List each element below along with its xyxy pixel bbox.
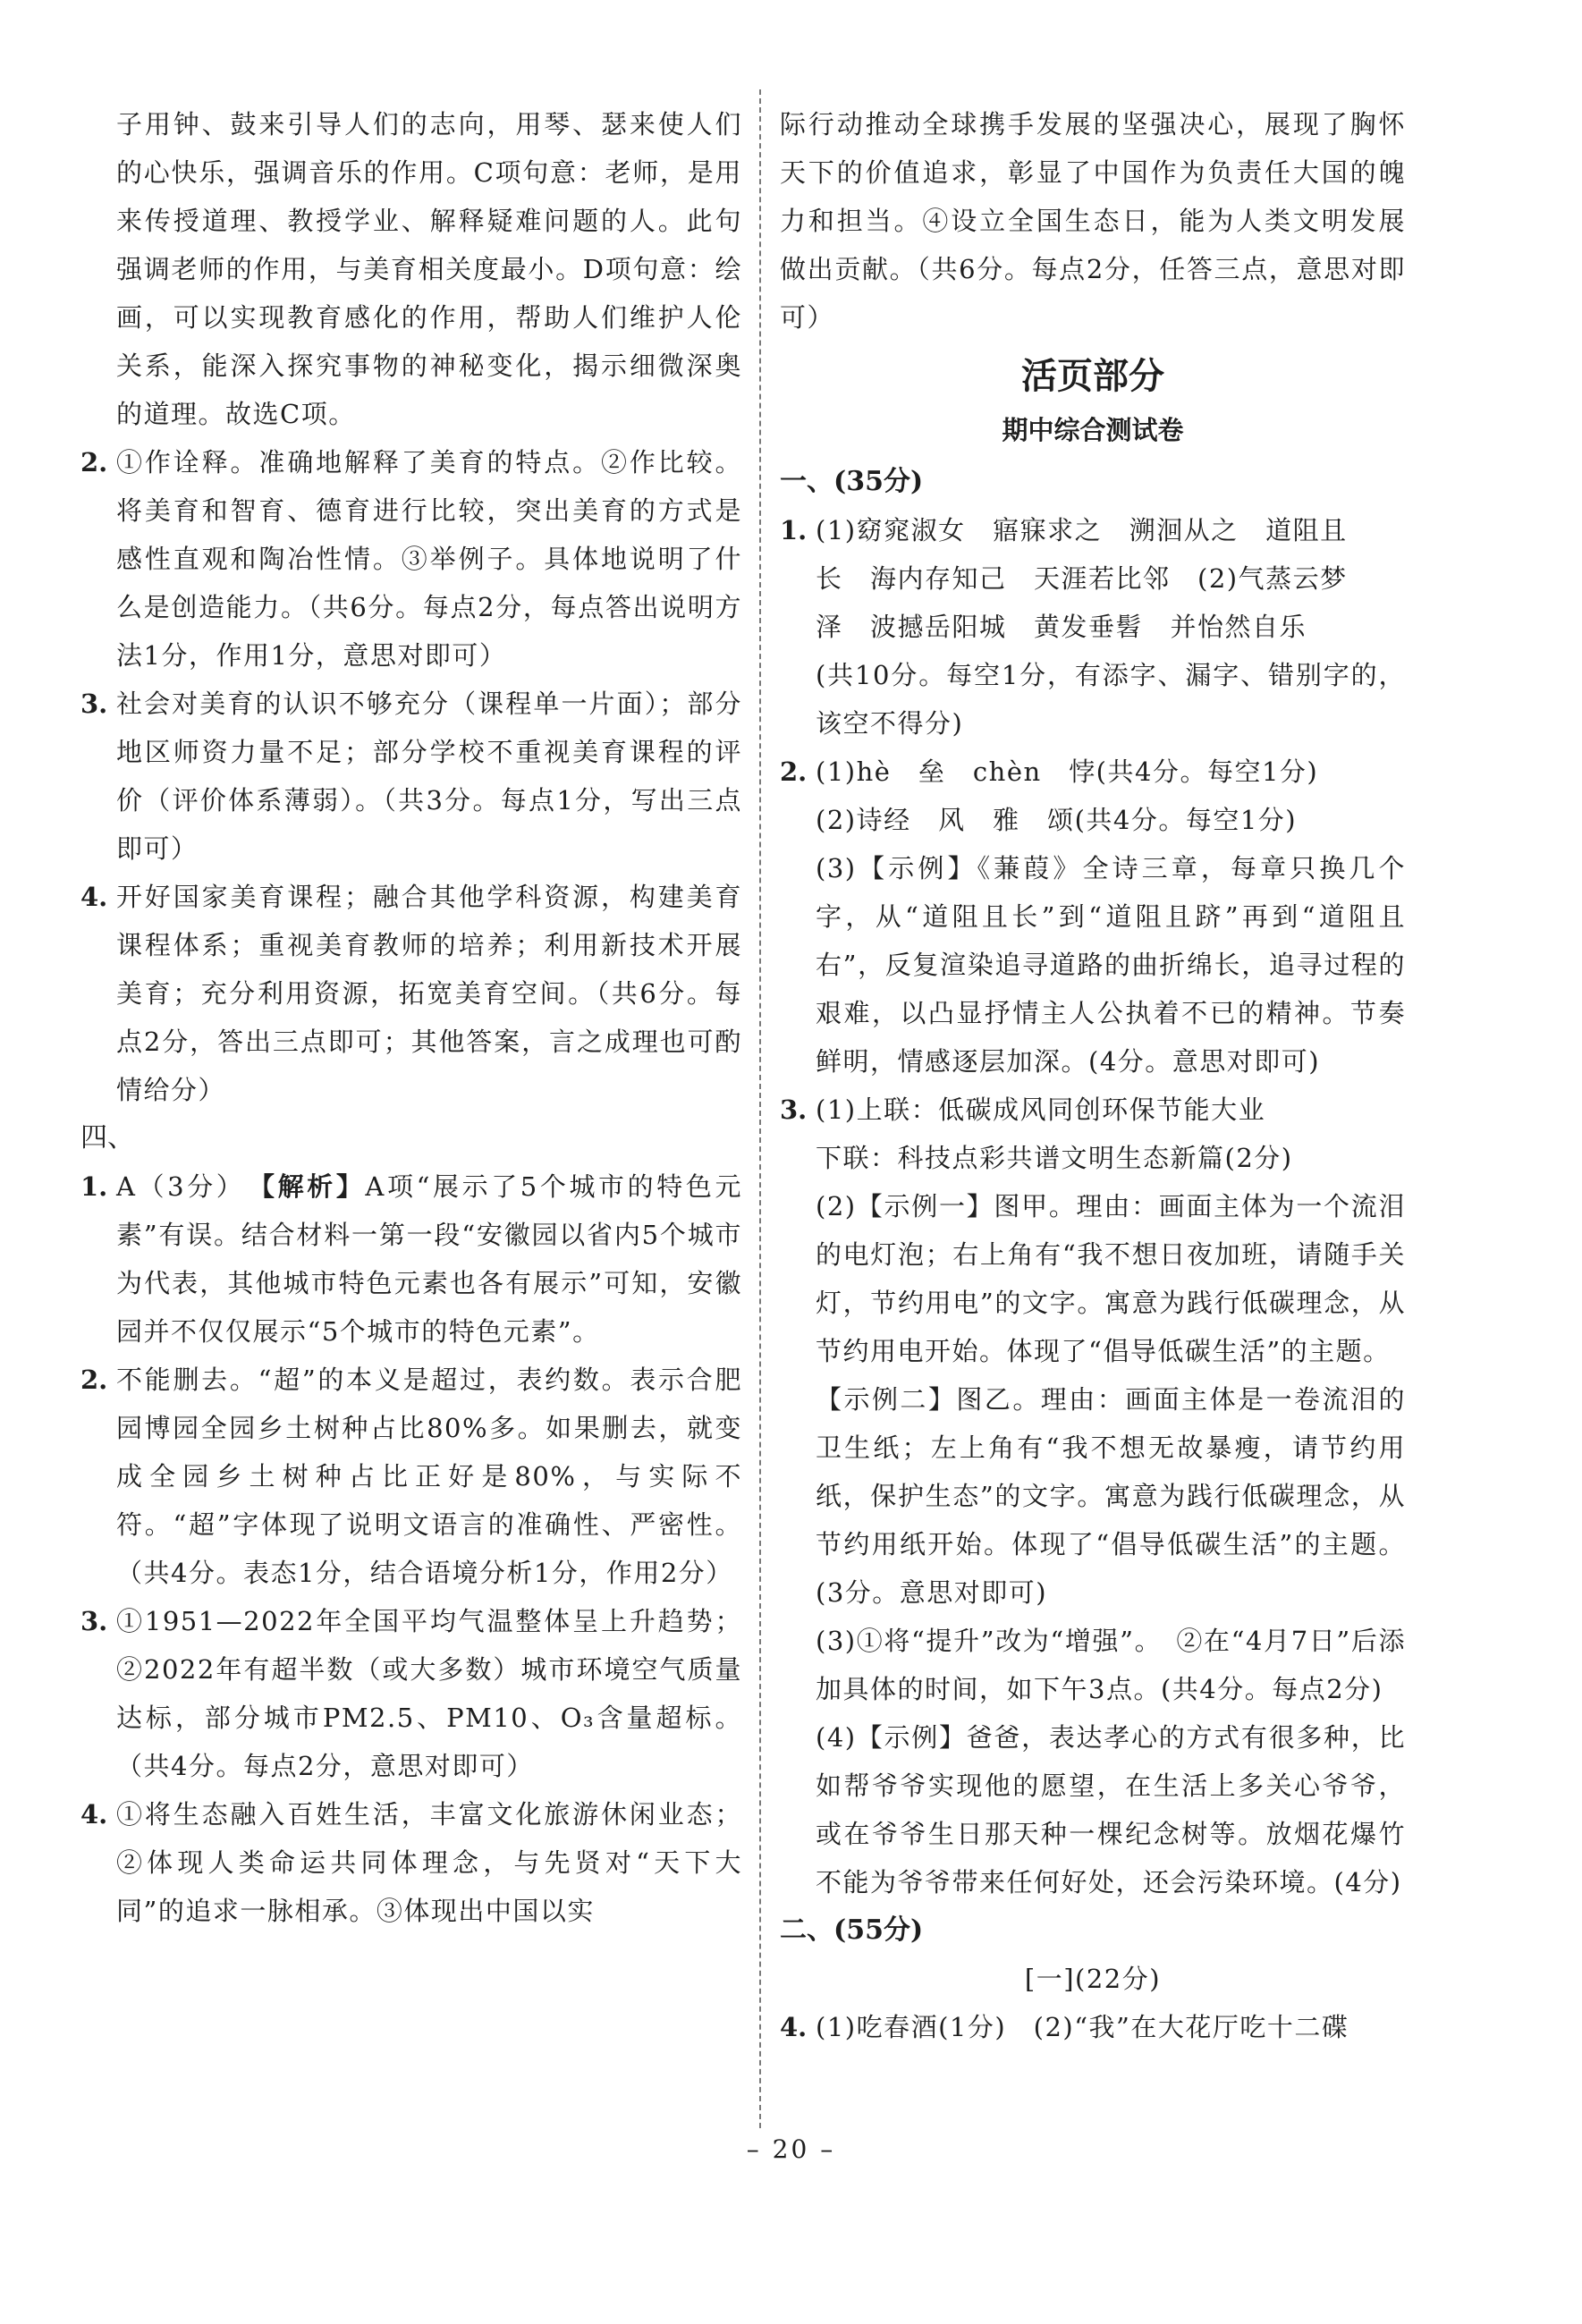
answer-line: (1)hè 垒 chèn 悖(共4分。每空1分) — [816, 756, 1319, 787]
continued-paragraph: 际行动推动全球携手发展的坚强决心，展现了胸怀天下的价值追求，彰显了中国作为负责任大国的魄力和担当。④设立全国生态日，能为人类文明发展做出贡献。（共6分。每点2分，任答三点，意思对即可） — [780, 109, 1406, 333]
section4-item-2 — [80, 1356, 742, 1597]
item-number: 3. — [80, 1606, 108, 1636]
item-number: 1. — [780, 515, 808, 545]
test-item-1 — [780, 506, 1406, 748]
answer-text: ①作诠释。准确地解释了美育的特点。②作比较。将美育和智育、德育进行比较，突出美育的方式是感性直观和陶冶性情。③举例子。具体地说明了什么是创造能力。（共6分。每点2分，每点答出说明方法1分，作用1分，意思对即可） — [116, 447, 742, 671]
test-item-4 — [780, 2003, 1406, 2051]
answer-line: (1)上联：低碳成风同创环保节能大业 — [816, 1094, 1266, 1125]
answer-line: 泽 波撼岳阳城 黄发垂髫 并怡然自乐 — [816, 612, 1307, 642]
test-item-2 — [780, 748, 1406, 1086]
test-item-3 — [780, 1086, 1406, 1906]
section-heading-1: 一、(35分) — [780, 466, 924, 497]
answer-text: 开好国家美育课程；融合其他学科资源，构建美育课程体系；重视美育教师的培养；利用新技术开展美育；充分利用资源，拓宽美育空间。（共6分。每点2分，答出三点即可；其他答案，言之成理也可酌情给分） — [116, 882, 742, 1105]
item-number: 2. — [80, 1365, 108, 1395]
answer-line: (2)【示例一】图甲。理由：画面主体为一个流泪的电灯泡；右上角有“我不想日夜加班，请随手关灯，节约用电”的文字。寓意为践行低碳理念，从节约用电开始。体现了“倡导低碳生活”的主题。 — [816, 1191, 1406, 1366]
item-number: 4. — [780, 2012, 808, 2042]
answer-item-2 — [80, 438, 742, 680]
section-title: 活页部分 — [1021, 356, 1164, 397]
intro-paragraph: 子用钟、鼓来引导人们的志向，用琴、瑟来使人们的心快乐，强调音乐的作用。C项句意：老师，是用来传授道理、教授学业、解释疑难问题的人。此句强调老师的作用，与美育相关度最小。D项句意：绘画，可以实现教育感化的作用，帮助人们维护人伦关系，能深入探究事物的神秘变化，揭示细微深奥的道理。故选C项。 — [116, 109, 742, 429]
test-title: 期中综合测试卷 — [1002, 415, 1184, 445]
answer-block — [816, 1086, 1406, 1906]
right-column — [780, 100, 1406, 2051]
answer-text: (1)吃春酒(1分) (2)“我”在大花厅吃十二碟 — [816, 2012, 1349, 2042]
answer-text: 不能删去。“超”的本义是超过，表约数。表示合肥园博园全园乡土树种占比80%多。如果删去，就变成全园乡土树种占比正好是80%，与实际不符。“超”字体现了说明文语言的准确性、严密性。（共4分。表态1分，结合语境分析1分，作用2分） — [116, 1365, 742, 1588]
section4-item-4 — [80, 1790, 742, 1935]
item-number: 4. — [80, 1799, 108, 1830]
item-number: 3. — [780, 1094, 808, 1125]
answer-text: ①1951—2022年全国平均气温整体呈上升趋势；②2022年有超半数（或大多数）城市环境空气质量达标，部分城市PM2.5、PM10、O₃含量超标。（共4分。每点2分，意思对即可） — [116, 1606, 742, 1781]
answer-item-3 — [80, 680, 742, 873]
answer-item-4 — [80, 873, 742, 1114]
answer-block — [816, 748, 1406, 1086]
section-heading-2: 二、(55分) — [780, 1914, 924, 1946]
answer-line: (3)【示例】《蒹葭》全诗三章，每章只换几个字，从“道阻且长”到“道阻且跻”再到“道阻且右”，反复渲染追寻道路的曲折绵长，追寻过程的艰难，以凸显抒情主人公执着不已的精神。节奏鲜明，情感逐层加深。(4分。意思对即可) — [816, 853, 1406, 1077]
section-heading-4: 四、 — [80, 1122, 134, 1154]
part-heading: [一](22分) — [1024, 1964, 1162, 1994]
item-number: 3. — [80, 689, 108, 719]
answer-text: ①将生态融入百姓生活，丰富文化旅游休闲业态；②体现人类命运共同体理念，与先贤对“天下大同”的追求一脉相承。③体现出中国以实 — [116, 1799, 742, 1926]
section4-item-3 — [80, 1597, 742, 1790]
analysis-text: A项“展示了5个城市的特色元素”有误。结合材料一第一段“安徽园以省内5个城市为代表，其他城市特色元素也各有展示”可知，安徽园并不仅仅展示“5个城市的特色元素”。 — [116, 1171, 742, 1347]
answer-line: (3)①将“提升”改为“增强”。 ②在“4月7日”后添加具体的时间，如下午3点。(共4分。每点2分) — [816, 1626, 1406, 1704]
answer-line: 长 海内存知己 天涯若比邻 (2)气蒸云梦 — [816, 563, 1348, 594]
answer-choice: A（3分） — [116, 1171, 233, 1202]
answer-line: (2)诗经 风 雅 颂(共4分。每空1分) — [816, 805, 1298, 835]
answer-text: 社会对美育的认识不够充分（课程单一片面）；部分地区师资力量不足；部分学校不重视美育课程的评价（评价体系薄弱）。（共3分。每点1分，写出三点即可） — [116, 689, 742, 864]
answer-text — [116, 1162, 742, 1356]
item-number: 2. — [780, 756, 808, 787]
answer-block — [816, 506, 1406, 748]
analysis-tag: 【解析】 — [261, 1171, 366, 1202]
page-number: – 20 – — [746, 2134, 836, 2164]
item-number: 1. — [80, 1171, 108, 1202]
answer-line: 下联：科技点彩共谱文明生态新篇(2分) — [816, 1143, 1293, 1173]
column-divider — [759, 89, 761, 2128]
answer-line: (4)【示例】爸爸，表达孝心的方式有很多种，比如帮爷爷实现他的愿望，在生活上多关心爷爷，或在爷爷生日那天种一棵纪念树等。放烟花爆竹不能为爷爷带来任何好处，还会污染环境。(4分) — [816, 1722, 1406, 1897]
answer-line: (共10分。每空1分，有添字、漏字、错别字的，该空不得分) — [816, 660, 1406, 739]
left-column — [80, 100, 742, 1935]
section4-item-1 — [80, 1162, 742, 1356]
item-number: 4. — [80, 882, 108, 912]
answer-line: (1)窈窕淑女 寤寐求之 溯洄从之 道阻且 — [816, 515, 1348, 545]
item-number: 2. — [80, 447, 108, 477]
answer-line: 【示例二】图乙。理由：画面主体是一卷流泪的卫生纸；左上角有“我不想无故暴瘦，请节约用纸，保护生态”的文字。寓意为践行低碳理念，从节约用纸开始。体现了“倡导低碳生活”的主题。(3分。意思对即可) — [816, 1384, 1406, 1608]
